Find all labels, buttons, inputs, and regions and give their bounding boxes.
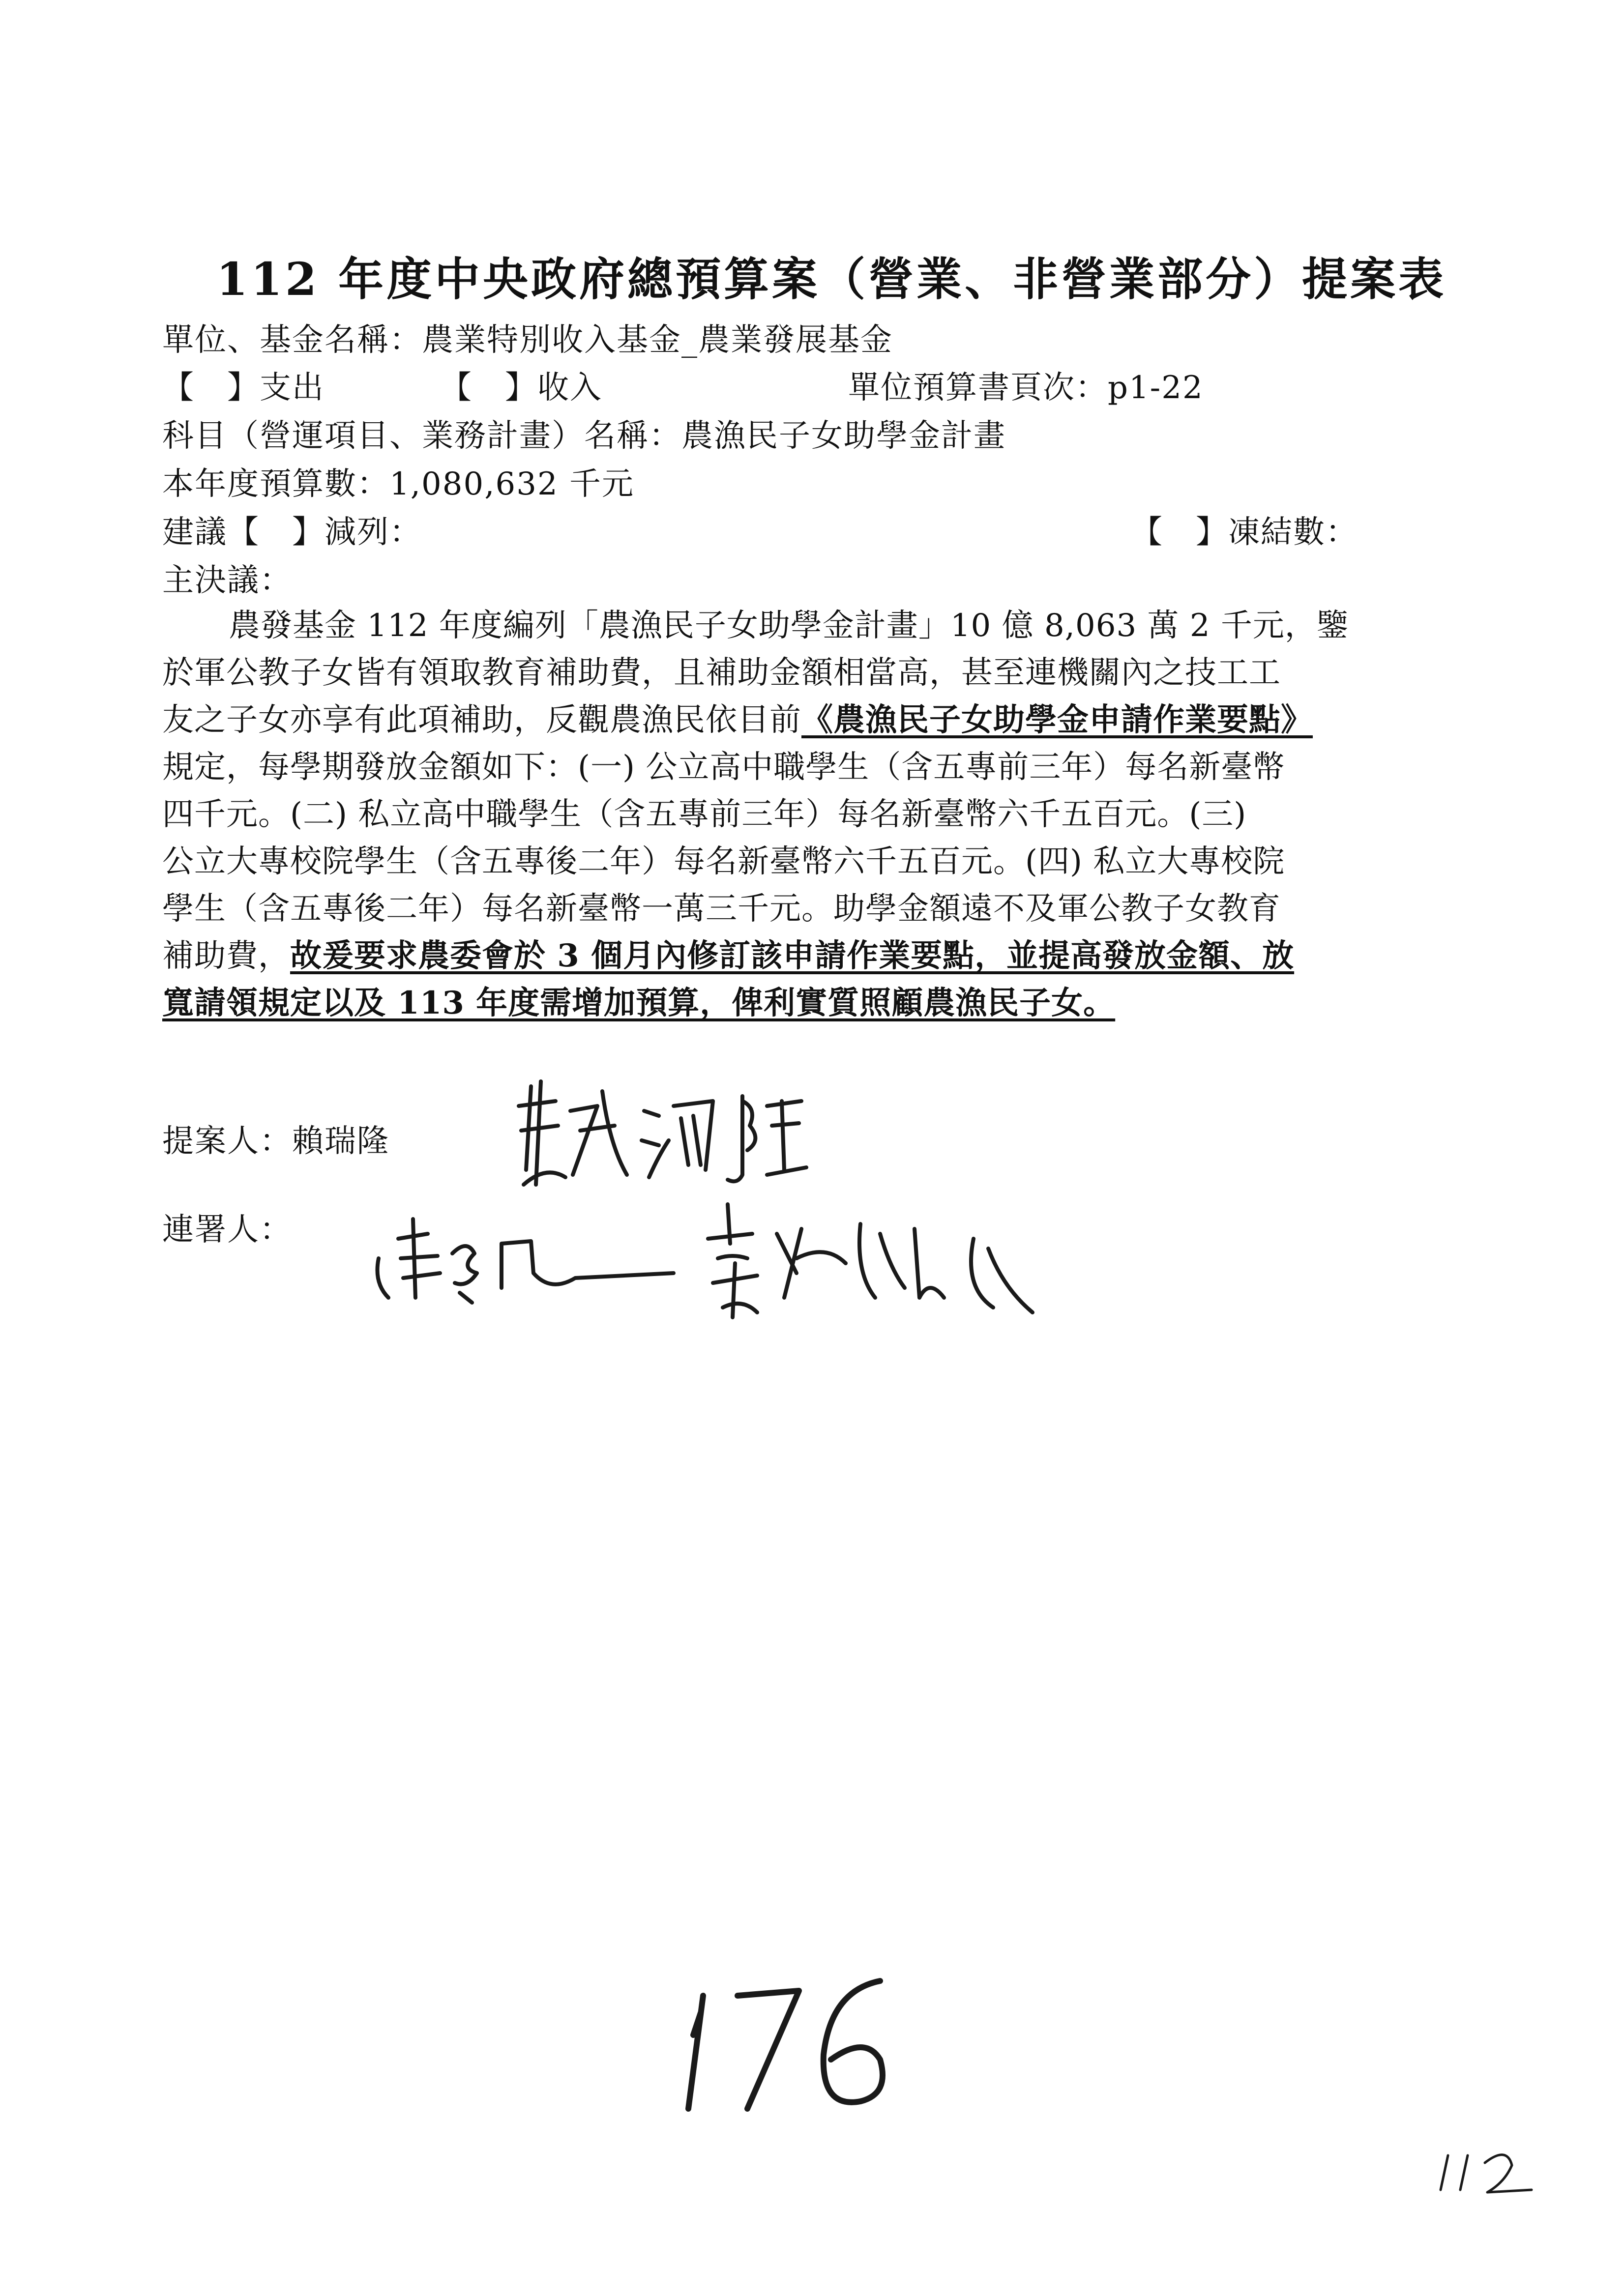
paragraph-line: 規定，每學期發放金額如下：(一) 公立高中職學生（含五專前三年）每名新臺幣 <box>162 749 1285 785</box>
paragraph-line: 公立大專校院學生（含五專後二年）每名新臺幣六千五百元。(四) 私立大專校院 <box>162 843 1285 880</box>
main-resolution-label: 主決議： <box>162 562 292 599</box>
regulation-name: 《農漁民子女助學金申請作業要點》 <box>801 701 1313 738</box>
unit-fund-name: 單位、基金名稱：農業特別收入基金_農業發展基金 <box>162 322 893 358</box>
subject-name: 科目（營運項目、業務計畫）名稱：農漁民子女助學金計畫 <box>162 418 1006 454</box>
emphasized-request: 故爰要求農委會於 3 個月內修訂該申請作業要點，並提高發放金額、放 <box>290 937 1295 974</box>
handwritten-small-page-number <box>1428 2143 1541 2202</box>
proposer-label: 提案人：賴瑞隆 <box>162 1123 389 1160</box>
cosigner-signature <box>354 1199 698 1327</box>
paragraph-line <box>162 932 1450 980</box>
resolution-paragraph <box>162 602 1450 1027</box>
freeze-amount: 【 】凍結數： <box>1131 514 1358 551</box>
paragraph-text: 友之子女亦享有此項補助，反觀農漁民依目前 <box>162 702 801 738</box>
paragraph-line: 四千元。(二) 私立高中職學生（含五專前三年）每名新臺幣六千五百元。(三) <box>162 796 1247 833</box>
expense-checkbox-label: 【 】支出 <box>162 370 325 406</box>
handwritten-page-number <box>683 1961 910 2123</box>
form-title: 112 年度中央政府總預算案（營業、非營業部分）提案表 <box>216 253 1447 306</box>
paragraph-text: 補助費， <box>162 938 290 974</box>
paragraph-line <box>162 697 1450 744</box>
proposer-signature <box>511 1072 826 1199</box>
paragraph-line: 農發基金 112 年度編列「農漁民子女助學金計畫」10 億 8,063 萬 2 千元，鑒 <box>229 608 1349 644</box>
paragraph-line: 於軍公教子女皆有領取教育補助費，且補助金額相當高，甚至連機關內之技工工 <box>162 655 1281 691</box>
suggest-cut: 建議【 】減列： <box>162 514 422 551</box>
paragraph-line <box>162 980 1450 1027</box>
cosigner-signature <box>698 1190 1042 1337</box>
emphasized-request: 寬請領規定以及 113 年度需增加預算，俾利實質照顧農漁民子女。 <box>162 985 1116 1021</box>
budget-amount: 本年度預算數：1,080,632 千元 <box>162 466 635 502</box>
paragraph-line: 學生（含五專後二年）每名新臺幣一萬三千元。助學金額遠不及軍公教子女教育 <box>162 891 1281 927</box>
income-checkbox-label: 【 】收入 <box>440 370 602 406</box>
budget-page-ref: 單位預算書頁次：p1-22 <box>848 370 1204 406</box>
cosigner-label: 連署人： <box>162 1212 292 1248</box>
